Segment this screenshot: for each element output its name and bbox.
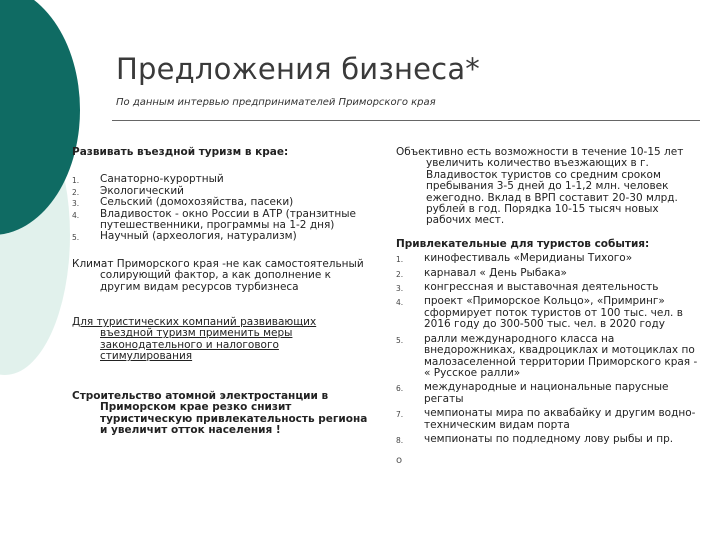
companies-paragraph: Для туристических компаний развивающих въездной туризм применить меры законодательного и налогового стимулирования	[72, 316, 317, 363]
left-heading: Развивать въездной туризм в крае:	[72, 146, 289, 158]
climate-paragraph: Климат Приморского края -не как самостоятельный солирующий фактор, а как дополнение к другим видам ресурсов турбизнеса	[72, 257, 364, 293]
page-subtitle: По данным интервью предпринимателей Приморского края	[116, 97, 436, 108]
list-item: 2. Экологический	[72, 184, 184, 197]
left-column	[72, 147, 372, 436]
list-item: 5. ралли международного класса на внедорожниках, квадроциклах и мотоциклах по малозаселенной территории Приморского края - « Русское ралли»	[396, 332, 698, 379]
tourism-types-list	[72, 174, 372, 242]
list-item: 6. международные и национальные парусные регаты	[396, 381, 669, 405]
list-item: 8. чемпионаты по подледному лову рыбы и пр.	[396, 432, 674, 445]
list-item: 3. конгрессная и выставочная деятельность	[396, 281, 659, 294]
list-item: 7. чемпионаты мира по аквабайку и другим водно-техническим видам порта	[396, 407, 696, 431]
list-item: 1. кинофестиваль «Меридианы Тихого»	[396, 252, 633, 265]
events-heading: Привлекательные для туристов события:	[396, 237, 650, 250]
page-title: Предложения бизнеса*	[116, 52, 480, 86]
nuclear-paragraph: Строительство атомной электростанции в Приморском крае резко снизит туристическую привлекательность региона и увеличит отток населения !	[72, 389, 368, 436]
list-item: 4. Владивосток - окно России в АТР (транзитные путешественники, программы на 1-2 дня)	[72, 207, 356, 232]
intro-paragraph: Объективно есть возможности в течение 10-15 лет увеличить количество въезжающих в г. Владивосток туристов со средним сроком пребывания 3-5 дней до 1-1,2 млн. человек ежегодно. Вклад в ВРП составит 20-30 млрд. рублей в год. Порядка 10-15 тысяч новых рабочих мест.	[396, 146, 684, 227]
list-item: 5. Научный (археология, натурализм)	[72, 230, 297, 243]
list-item: 1. Санаторно-курортный	[72, 173, 224, 186]
list-item: 3. Сельский (домохозяйства, пасеки)	[72, 196, 294, 209]
empty-bullet: o	[396, 455, 403, 467]
right-column	[396, 147, 698, 467]
list-item: 2. карнавал « День Рыбака»	[396, 266, 567, 279]
list-item: 4. проект «Приморское Кольцо», «Примринг» сформирует поток туристов от 100 тыс. чел. в 2016 году до 300-500 тыс. чел. в 2020 году	[396, 295, 683, 331]
title-divider	[112, 120, 700, 121]
events-list	[396, 253, 698, 445]
